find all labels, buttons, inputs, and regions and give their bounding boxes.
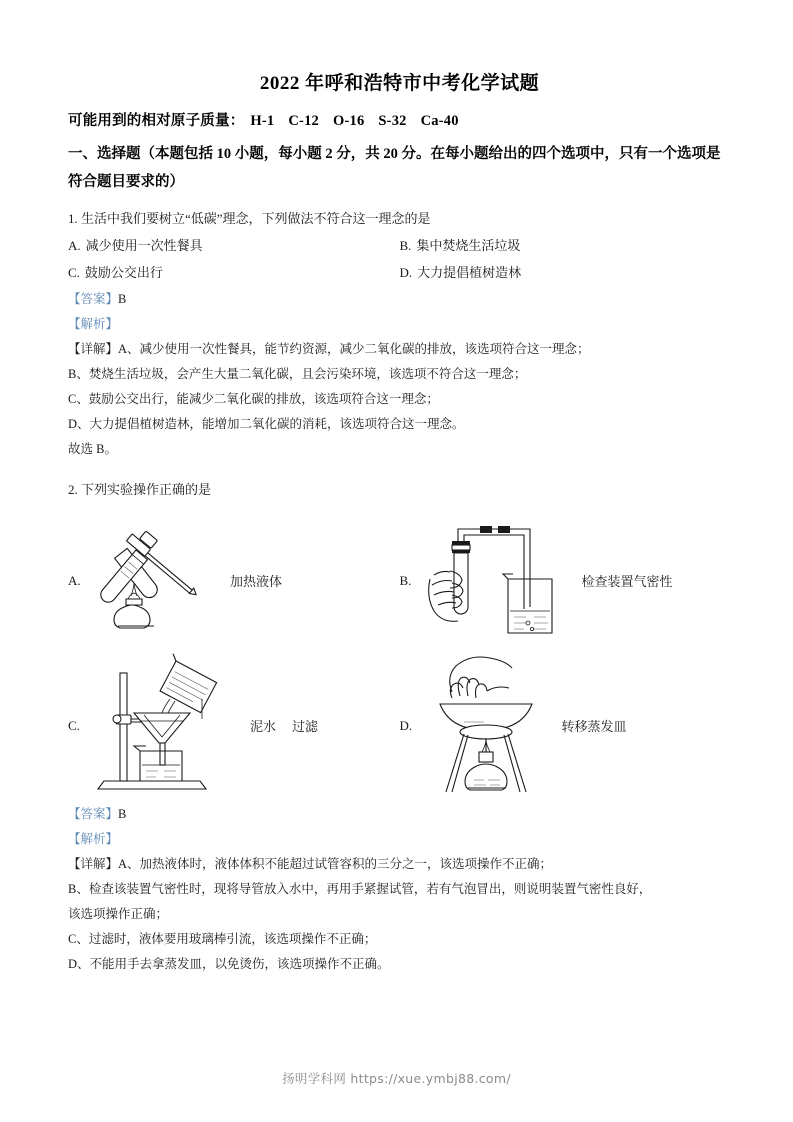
question-1-detail-d: D、大力提倡植树造林，能增加二氧化碳的消耗，该选项符合这一理念。 xyxy=(68,416,465,431)
option-a-label: A. xyxy=(68,238,81,254)
option-d-label: D. xyxy=(399,264,413,280)
question-1-option-b[interactable] xyxy=(400,233,732,260)
analysis-tag: 【解析】 xyxy=(68,832,119,847)
option-a-caption-text: 加热液体 xyxy=(230,574,283,590)
question-2-answer-line xyxy=(68,802,731,827)
filtration-apparatus-icon xyxy=(90,655,240,797)
option-a-text: 减少使用一次性餐具 xyxy=(85,238,203,254)
site-watermark: 扬明学科网 https://xue.ymbj88.com/ xyxy=(282,1071,511,1086)
atomic-mass-h: H-1 xyxy=(250,113,275,129)
question-2-text: 下列实验操作正确的是 xyxy=(81,481,212,497)
evaporating-dish-transfer-icon xyxy=(422,656,552,796)
question-2-analysis-line xyxy=(68,827,731,852)
question-1-detail-block xyxy=(68,337,731,462)
option-c-text: 鼓励公交出行 xyxy=(84,264,163,280)
question-2-figure-row-2 xyxy=(68,653,731,798)
question-2-option-a[interactable] xyxy=(68,508,400,653)
question-2-option-c[interactable] xyxy=(68,653,400,798)
question-1-answer-line xyxy=(68,287,731,312)
answer-tag: 【答案】 xyxy=(68,807,119,822)
question-2-option-b[interactable] xyxy=(400,508,732,653)
question-2-detail-c: C、过滤时，液体要用玻璃棒引流，该选项操作不正确； xyxy=(68,932,377,947)
question-1-number: 1. xyxy=(68,210,78,226)
atomic-mass-label: 可能用到的相对原子质量： xyxy=(68,113,245,129)
question-2-detail-d: D、不能用手去拿蒸发皿，以免烫伤，该选项操作不正确。 xyxy=(68,957,390,972)
question-2-answer-value: B xyxy=(118,807,127,822)
question-1-detail-a-text: A、减少使用一次性餐具，能节约资源，减少二氧化碳的排放，该选项符合这一理念； xyxy=(118,341,590,356)
atomic-mass-o: O-16 xyxy=(332,113,365,129)
option-d-caption-text: 转移蒸发皿 xyxy=(561,719,627,735)
option-b-label: B. xyxy=(399,238,412,254)
option-b-text: 集中焚烧生活垃圾 xyxy=(416,238,521,254)
option-c-label: C. xyxy=(68,264,80,280)
question-1-analysis-line xyxy=(68,312,731,337)
question-1-option-d[interactable] xyxy=(400,260,732,287)
question-2-detail-b-cont: 该选项操作正确； xyxy=(68,907,169,922)
page-title: 2022 年呼和浩特市中考化学试题 xyxy=(259,73,540,94)
detail-tag: 【详解】 xyxy=(68,857,119,872)
answer-tag: 【答案】 xyxy=(68,291,119,306)
option-c-caption-extra: 过滤 xyxy=(292,719,319,735)
option-a-label: A. xyxy=(68,572,81,588)
option-b-caption-text: 检查装置气密性 xyxy=(581,574,673,590)
option-a-caption xyxy=(230,571,282,590)
question-2-detail-a-text: A、加热液体时，液体体积不能超过试管容积的三分之一，该选项操作不正确； xyxy=(118,857,553,872)
question-1-detail-b: B、焚烧生活垃圾，会产生大量二氧化碳，且会污染环境，该选项不符合这一理念； xyxy=(68,366,527,381)
question-2-detail-a xyxy=(68,852,731,877)
option-c-caption-text: 泥水 xyxy=(250,719,277,735)
airtightness-check-apparatus-icon xyxy=(422,513,572,648)
question-1-options xyxy=(68,233,731,286)
question-1-text: 生活中我们要树立“低碳”理念，下列做法不符合这一理念的是 xyxy=(81,210,431,226)
atomic-mass-values xyxy=(250,113,472,129)
option-c-caption xyxy=(250,716,318,735)
question-1-option-row-1 xyxy=(68,233,731,260)
question-1-option-row-2 xyxy=(68,260,731,287)
section-heading: 一、选择题（本题包括 10 小题，每小题 2 分，共 20 分。在每小题给出的四个选项中，只有一个选项是符合题目要求的） xyxy=(68,146,721,191)
option-c-label: C. xyxy=(68,717,80,733)
analysis-tag: 【解析】 xyxy=(68,316,119,331)
question-2-option-d[interactable] xyxy=(400,653,732,798)
option-d-caption xyxy=(562,716,627,735)
option-d-text: 大力提倡植树造林 xyxy=(417,264,522,280)
question-1-detail-c: C、鼓励公交出行，能减少二氧化碳的排放，该选项符合这一理念； xyxy=(68,391,439,406)
question-1-stem xyxy=(68,207,731,232)
question-1-option-c[interactable] xyxy=(68,260,400,287)
question-1-detail-a xyxy=(68,337,731,362)
atomic-mass-ca: Ca-40 xyxy=(420,113,459,129)
option-b-caption xyxy=(582,571,673,590)
atomic-mass-s: S-32 xyxy=(378,113,407,129)
question-2-detail-block xyxy=(68,852,731,977)
option-b-label: B. xyxy=(399,572,412,588)
question-2-number: 2. xyxy=(68,481,78,497)
option-d-label: D. xyxy=(399,717,413,733)
question-2-stem xyxy=(68,478,731,503)
atomic-mass-line xyxy=(68,109,731,130)
question-2-figure-options xyxy=(68,508,731,798)
heating-liquid-apparatus-icon xyxy=(90,516,220,646)
question-1-option-a[interactable] xyxy=(68,233,400,260)
question-1-answer-value: B xyxy=(118,291,127,306)
question-1-conclusion: 故选 B。 xyxy=(68,441,117,456)
detail-tag: 【详解】 xyxy=(68,341,119,356)
question-2-detail-b: B、检查该装置气密性时，现将导管放入水中，再用手紧握试管，若有气泡冒出，则说明装置气密性良好， xyxy=(68,882,652,897)
atomic-mass-c: C-12 xyxy=(288,113,319,129)
question-2-figure-row-1 xyxy=(68,508,731,653)
